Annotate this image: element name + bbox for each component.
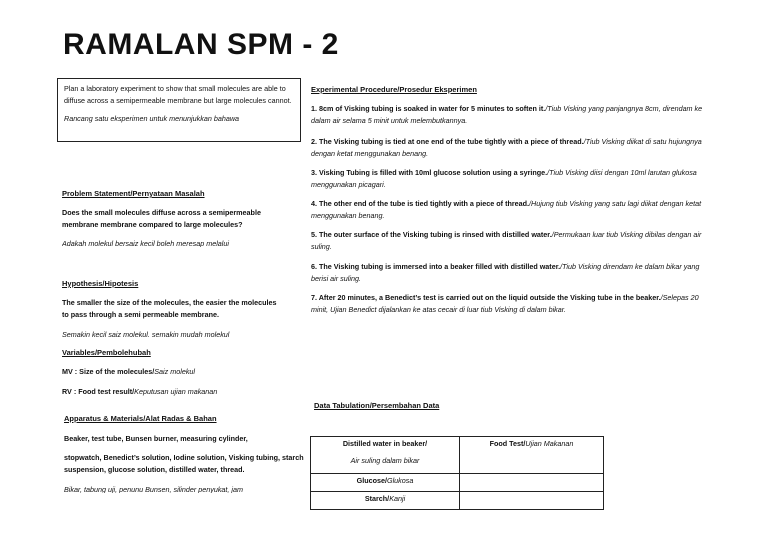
procedure-heading: Experimental Procedure/Prosedur Eksperimen — [311, 85, 477, 94]
step-6-en: 6. The Visking tubing is immersed into a beaker filled with distilled water. — [311, 262, 561, 271]
procedure-step — [311, 261, 711, 285]
apparatus-text-ms: Bikar, tabung uji, penunu Bunsen, silinder penyukat, jam — [64, 485, 244, 493]
col1-header-en: Distilled water in beaker/ — [342, 439, 428, 448]
apparatus-line-2: stopwatch, Benedict’s solution, Iodine solution, Visking tubing, starch suspension, glucose solution, distilled water, thread. — [64, 453, 304, 474]
problem-text-ms: Adakah molekul bersaiz kecil boleh meresap melalui — [62, 239, 229, 247]
step-3-ms: /Tiub Visking diisi dengan 10ml larutan glukosa menggunakan picagari. — [311, 168, 697, 189]
table-header-cell — [311, 437, 460, 474]
row1-label-en: Glucose/ — [356, 476, 387, 485]
step-1-en: 1. 8cm of Visking tubing is soaked in water for 5 minutes to soften it. — [311, 104, 546, 113]
rv-label: RV : Food test result/ — [62, 387, 135, 396]
table-row — [311, 474, 604, 492]
step-5-en: 5. The outer surface of the Visking tubing is rinsed with distilled water. — [311, 230, 552, 239]
procedure-step — [311, 103, 711, 127]
aim-text-ms: Rancang satu eksperimen untuk menunjukkan bahawa — [64, 114, 240, 123]
step-3-en: 3. Visking Tubing is filled with 10ml glucose solution using a syringe. — [311, 168, 548, 177]
data-table — [310, 436, 604, 510]
variables-heading: Variables/Pembolehubah — [62, 348, 151, 357]
apparatus-line-1: Beaker, test tube, Bunsen burner, measuring cylinder, — [64, 434, 248, 443]
tabulation-heading: Data Tabulation/Persembahan Data — [314, 401, 440, 410]
hypothesis-text-en: The smaller the size of the molecules, the easier the molecules to pass through a semi permeable membrane. — [62, 298, 277, 319]
col2-header-ms: Ujian Makanan — [525, 439, 574, 448]
aim-text-en: Plan a laboratory experiment to show that small molecules are able to diffuse across a semipermeable membrane but large molecules cannot. — [64, 84, 292, 105]
hypothesis-text-ms: Semakin kecil saiz molekul, semakin mudah molekul — [62, 330, 230, 337]
manipulated-variable — [62, 366, 195, 378]
step-6-ms: /Tiub Visking direndam ke dalam bikar yang berisi air suling. — [311, 262, 700, 283]
table-header-row — [311, 437, 604, 474]
apparatus-heading: Apparatus & Materials/Alat Radas & Bahan — [64, 414, 217, 423]
mv-label-ms: Saiz molekul — [154, 367, 196, 376]
table-cell — [311, 474, 460, 492]
hypothesis-heading: Hypothesis/Hipotesis — [62, 279, 139, 288]
rv-label-ms: Keputusan ujian makanan — [134, 387, 218, 396]
procedure-step — [311, 136, 711, 160]
aim-box — [57, 78, 301, 142]
col1-header-ms: Air suling dalam bikar — [350, 456, 420, 465]
table-cell — [311, 492, 460, 510]
row2-label-en: Starch/ — [364, 494, 390, 503]
procedure-step — [311, 229, 711, 253]
table-cell — [460, 492, 604, 510]
row2-label-ms: Kanji — [389, 494, 406, 503]
row1-label-ms: Glukosa — [386, 476, 414, 485]
table-header-cell — [460, 437, 604, 474]
step-7-en: 7. After 20 minutes, a Benedict’s test is carried out on the liquid outside the Visking tube in the beaker. — [311, 293, 661, 302]
problem-text-en: Does the small molecules diffuse across a semipermeable membrane membrane compared to large molecules? — [62, 208, 261, 229]
step-4-en: 4. The other end of the tube is tied tightly with a piece of thread. — [311, 199, 530, 208]
step-5-ms: /Permukaan luar tiub Visking dibilas dengan air suling. — [311, 230, 702, 251]
problem-heading: Problem Statement/Pernyataan Masalah — [62, 189, 205, 198]
table-row — [311, 492, 604, 510]
col2-header-en: Food Test/ — [489, 439, 526, 448]
procedure-step — [311, 292, 711, 316]
step-2-en: 2. The Visking tubing is tied at one end of the tube tightly with a piece of thread. — [311, 137, 584, 146]
table-cell — [460, 474, 604, 492]
procedure-step — [311, 198, 711, 222]
page-title: RAMALAN SPM - 2 — [63, 28, 339, 61]
step-4-ms: /Hujung tiub Visking yang satu lagi diikat dengan ketat menggunakan benang. — [311, 199, 702, 220]
procedure-step — [311, 167, 711, 191]
responding-variable — [62, 386, 217, 398]
step-1-ms: /Tiub Visking yang panjangnya 8cm, direndam ke dalam air selama 5 minit untuk melembutkannya. — [311, 104, 703, 125]
step-2-ms: /Tiub Visking diikat di satu hujungnya dengan ketat menggunakan benang. — [311, 137, 702, 158]
step-7-ms: /Selepas 20 minit, Ujian Benedict dijalankan ke atas cecair di luar tiub Visking di dalam bikar. — [311, 293, 699, 314]
mv-label: MV : Size of the molecules/ — [62, 367, 155, 376]
